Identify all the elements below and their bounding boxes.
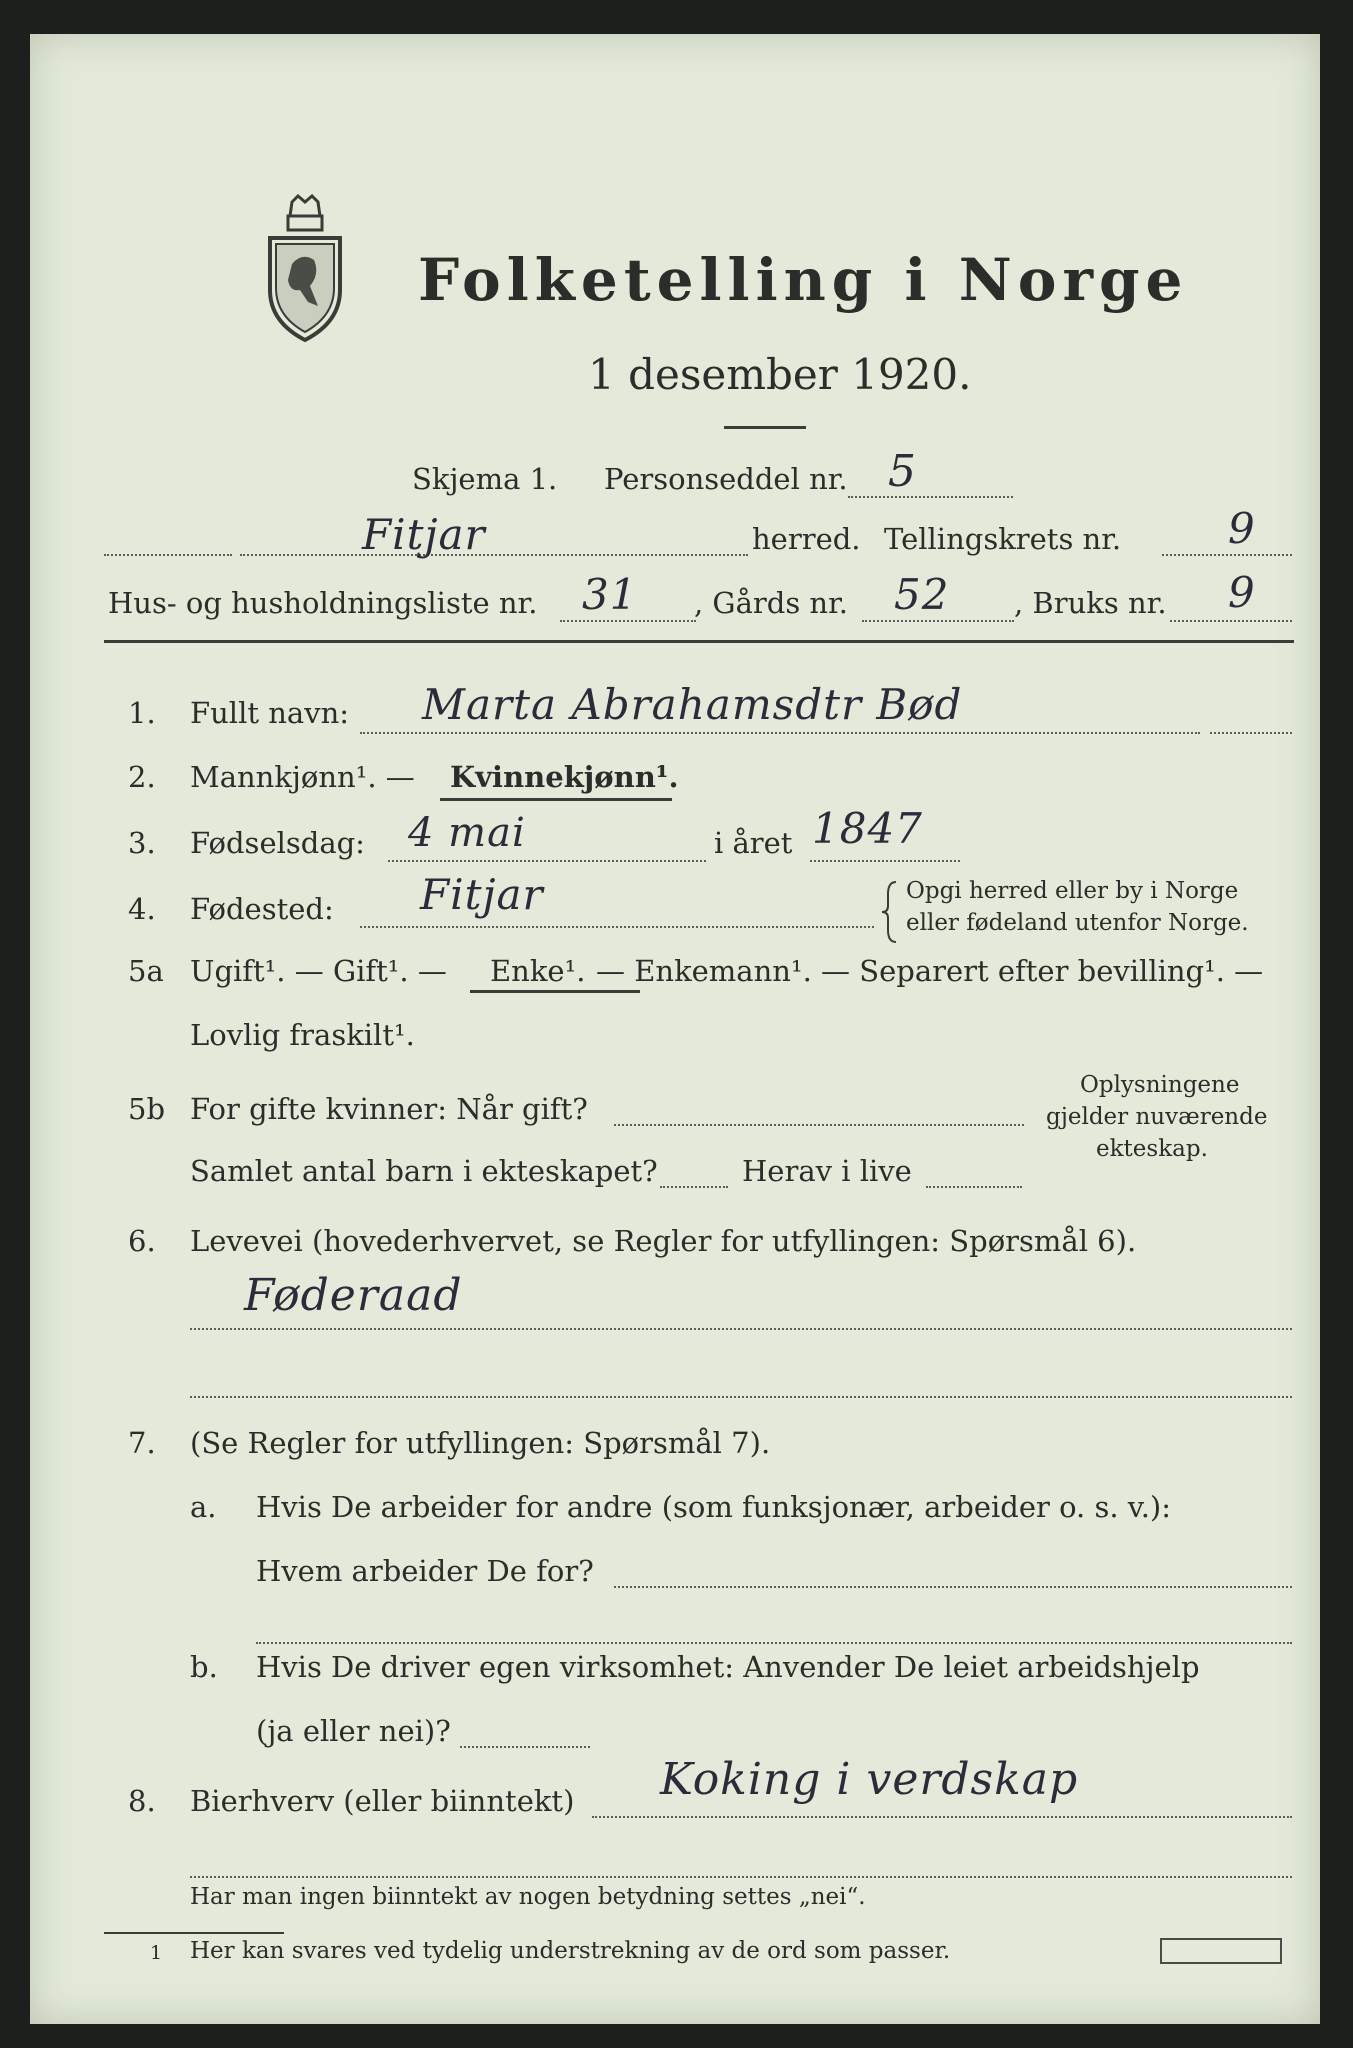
form-title: Folketelling i Norge: [418, 246, 1189, 314]
q7b-text-2: (ja eller nei)?: [256, 1714, 451, 1748]
q1-value: Marta Abrahamsdtr Bød: [422, 680, 963, 729]
husholdning-value: 31: [582, 570, 638, 619]
printer-stamp: [1160, 1938, 1282, 1964]
q7-label: (Se Regler for utfyllingen: Spørsmål 7).: [190, 1426, 771, 1460]
q7b-line: [460, 1746, 590, 1748]
q1-line: [360, 732, 1200, 734]
q3-value: 4 mai: [408, 810, 526, 856]
q5b-line-2: [660, 1186, 728, 1188]
q1-number: 1.: [128, 696, 156, 730]
q5a-text-2: — Enkemann¹. — Separert efter bevilling¹. —: [596, 954, 1264, 988]
q7a-text-2: Hvem arbeider De for?: [256, 1554, 594, 1588]
personseddel-label: Personseddel nr.: [604, 462, 848, 496]
q7a-line-2: [256, 1642, 1292, 1644]
form-date: 1 desember 1920.: [588, 350, 972, 399]
q2-label-male: Mannkjønn¹. —: [190, 760, 415, 794]
q8-line-2: [190, 1876, 1292, 1878]
bruks-label: , Bruks nr.: [1014, 586, 1167, 620]
herred-value: Fitjar: [362, 510, 486, 559]
tellingskrets-label: Tellingskrets nr.: [884, 522, 1122, 556]
q3-year-value: 1847: [812, 804, 923, 853]
personseddel-line: [848, 496, 1013, 498]
q7a-text-1: Hvis De arbeider for andre (som funksjonær, arbeider o. s. v.):: [256, 1490, 1172, 1524]
q6-line-1: [190, 1328, 1292, 1330]
q7b-letter: b.: [190, 1650, 218, 1684]
q7a-letter: a.: [190, 1490, 217, 1524]
q4-note-line1: Opgi herred eller by i Norge: [906, 878, 1239, 904]
q3-number: 3.: [128, 826, 156, 860]
q5a-text-3: Lovlig fraskilt¹.: [190, 1018, 415, 1052]
q8-value: Koking i verdskap: [660, 1754, 1079, 1805]
bruks-line: [1170, 620, 1292, 622]
personseddel-value: 5: [888, 446, 917, 497]
tellingskrets-value: 9: [1228, 504, 1256, 553]
q7b-text-1: Hvis De driver egen virksomhet: Anvender De leiet arbeidshjelp: [256, 1650, 1200, 1684]
q3-year-line: [810, 860, 960, 862]
q5b-number: 5b: [128, 1092, 166, 1126]
q5b-label-3: Herav i live: [742, 1154, 912, 1188]
q6-label: Levevei (hovederhvervet, se Regler for utfyllingen: Spørsmål 6).: [190, 1224, 1137, 1258]
q5a-text-1: Ugift¹. — Gift¹. —: [190, 954, 447, 988]
q6-value: Føderaad: [244, 1270, 463, 1321]
footnote-divider: [104, 1932, 284, 1934]
herred-line-left: [104, 554, 232, 556]
q8-line-1: [592, 1816, 1292, 1818]
q1-label: Fullt navn:: [190, 696, 350, 730]
q5b-line-1: [614, 1124, 1024, 1126]
q7-number: 7.: [128, 1426, 156, 1460]
q3-line: [388, 860, 706, 862]
q3-year-label: i året: [714, 826, 793, 860]
q2-underline: [440, 798, 672, 801]
herred-line: [240, 554, 748, 556]
brace-icon: [880, 880, 900, 944]
q7a-line-1: [614, 1586, 1292, 1588]
footnote-text: Her kan svares ved tydelig understrekning av de ord som passer.: [190, 1938, 951, 1964]
q2-label-female: Kvinnekjønn¹.: [450, 760, 679, 794]
q3-label: Fødselsdag:: [190, 826, 365, 860]
coat-of-arms-icon: [262, 194, 348, 344]
q5b-label-1: For gifte kvinner: Når gift?: [190, 1092, 588, 1126]
title-divider: [724, 426, 806, 429]
q6-number: 6.: [128, 1224, 156, 1258]
q4-number: 4.: [128, 892, 156, 926]
footnote-mark: 1: [150, 1942, 163, 1964]
q8-number: 8.: [128, 1784, 156, 1818]
q5b-label-2: Samlet antal barn i ekteskapet?: [190, 1154, 658, 1188]
q5a-enke-underline: [470, 990, 640, 993]
q5b-line-3: [926, 1186, 1022, 1188]
gards-line: [862, 620, 1014, 622]
q5b-note-2: gjelder nuværende: [1046, 1104, 1268, 1130]
q4-value: Fitjar: [420, 870, 544, 919]
herred-label: herred.: [752, 522, 861, 556]
q5b-note-3: ekteskap.: [1096, 1136, 1208, 1162]
q1-line-end: [1210, 732, 1292, 734]
gards-label: , Gårds nr.: [694, 586, 848, 620]
husholdning-line: [560, 620, 696, 622]
tellingskrets-line: [1162, 554, 1292, 556]
husholdning-label: Hus- og husholdningsliste nr.: [108, 586, 538, 620]
q6-line-2: [190, 1396, 1292, 1398]
q2-number: 2.: [128, 760, 156, 794]
gards-value: 52: [894, 570, 950, 619]
q4-note-line2: eller fødeland utenfor Norge.: [906, 910, 1249, 936]
q4-label: Fødested:: [190, 892, 334, 926]
q5b-note-1: Oplysningene: [1080, 1072, 1240, 1098]
bruks-value: 9: [1228, 568, 1256, 617]
q8-label: Bierhverv (eller biinntekt): [190, 1784, 575, 1818]
schema-label: Skjema 1.: [412, 462, 558, 496]
header-divider: [104, 640, 1294, 643]
q4-line: [360, 926, 874, 928]
census-form-page: [30, 34, 1320, 2024]
q5a-enke: Enke¹.: [490, 954, 586, 988]
q5a-number: 5a: [128, 954, 164, 988]
q8-note: Har man ingen biinntekt av nogen betydning settes „nei“.: [190, 1884, 866, 1910]
